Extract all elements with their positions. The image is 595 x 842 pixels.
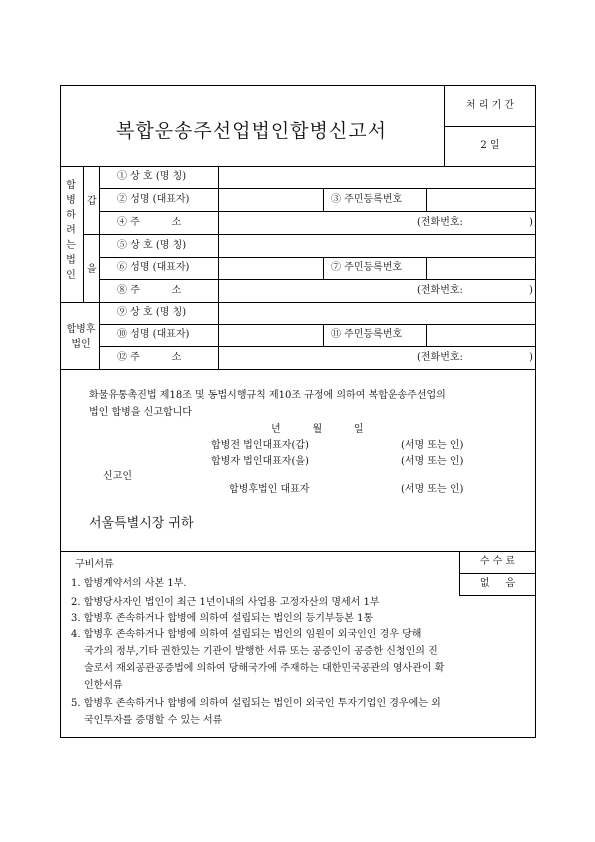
divider	[323, 188, 324, 211]
divider	[99, 346, 536, 347]
signature-mark: (서명 또는 인)	[401, 440, 464, 451]
required-documents-header: 구비서류	[75, 559, 114, 570]
signatory-label: 합병전 법인대표자(갑)	[211, 440, 309, 451]
after-merger-corporation-label: 합병후 법인	[66, 324, 96, 350]
document-item: 인한서류	[84, 680, 123, 691]
declaration-line: 화물유통촉진법 제18조 및 동법시행규칙 제10조 규정에 의하여 복합운송주선업의	[89, 390, 446, 401]
party-b-label: 을	[87, 264, 97, 275]
divider	[426, 257, 427, 279]
phone-close: )	[529, 352, 533, 363]
divider	[99, 211, 536, 212]
reporter-label: 신고인	[103, 471, 132, 482]
fee-label: 수 수 료	[479, 556, 516, 567]
resident-number-label: ⑦ 주민등록번호	[331, 262, 403, 273]
divider	[323, 257, 324, 279]
date-line: 년 월 일	[271, 424, 364, 435]
address-label: ⑫ 주 소	[117, 352, 182, 363]
document-item: 국인투자를 증명할 수 있는 서류	[84, 715, 223, 726]
divider	[426, 324, 427, 346]
address-label: ④ 주 소	[117, 217, 182, 228]
trade-name-label: ① 상 호 (명 칭)	[117, 171, 187, 182]
address-label: ⑧ 주 소	[117, 285, 182, 296]
phone-label: (전화번호:	[417, 352, 463, 363]
party-a-label: 갑	[87, 196, 97, 207]
divider	[444, 126, 536, 127]
document-item: 3. 합병후 존속하거나 합병에 의하여 설립되는 법인의 등기부등본 1통	[71, 613, 374, 624]
divider	[61, 302, 536, 303]
signatory-label: 합병후법인 대표자	[229, 484, 310, 495]
document-item: 5. 합병후 존속하거나 합병에 의하여 설립되는 법인이 외국인 투자기업인 경우에는 외	[71, 698, 441, 709]
divider	[99, 188, 536, 189]
phone-close: )	[529, 285, 533, 296]
divider	[99, 279, 536, 280]
merging-corporations-label: 합병하려는법인	[66, 180, 76, 281]
divider	[61, 369, 536, 370]
representative-label: ⑥ 성명 (대표자)	[117, 262, 190, 273]
resident-number-label: ③ 주민등록번호	[331, 194, 403, 205]
processing-period-value: 2 일	[480, 140, 500, 151]
divider	[99, 324, 536, 325]
report-form	[60, 85, 536, 738]
divider	[459, 573, 536, 574]
divider	[99, 302, 100, 369]
divider	[218, 166, 219, 369]
trade-name-label: ⑨ 상 호 (명 칭)	[117, 307, 187, 318]
divider	[61, 166, 536, 167]
representative-label: ⑩ 성명 (대표자)	[117, 329, 190, 340]
signature-mark: (서명 또는 인)	[401, 484, 464, 495]
fee-value: 없 음	[479, 578, 516, 589]
document-item: 2. 합병당사자인 법인이 최근 1년이내의 사업용 고정자산의 명세서 1부	[71, 597, 380, 608]
signatory-label: 합병자 법인대표자(을)	[211, 456, 309, 467]
phone-label: (전화번호:	[417, 285, 463, 296]
divider	[426, 188, 427, 211]
document-item: 국가의 정부,기타 권한있는 기관이 발행한 서류 또는 공증인이 공증한 신청인의 진	[84, 646, 438, 657]
document-item: 1. 합병계약서의 사본 1부.	[71, 578, 187, 589]
processing-period-label: 처 리 기 간	[465, 100, 515, 111]
addressee: 서울특별시장 귀하	[89, 516, 194, 531]
divider	[83, 234, 536, 235]
divider	[99, 257, 536, 258]
document-item: 4. 합병후 존속하거나 합병에 의하여 설립되는 법인의 임원이 외국인인 경우 당해	[71, 629, 422, 640]
divider	[61, 551, 536, 552]
signature-mark: (서명 또는 인)	[401, 456, 464, 467]
divider	[459, 595, 536, 596]
trade-name-label: ⑤ 상 호 (명 칭)	[117, 240, 187, 251]
divider	[323, 324, 324, 346]
declaration-line: 법인 합병을 신고합니다	[89, 407, 192, 418]
form-title: 복합운송주선업법인합병신고서	[116, 120, 387, 142]
phone-label: (전화번호:	[417, 217, 463, 228]
document-item: 술로서 재외공관공증법에 의하여 당해국가에 주재하는 대한민국공관의 영사관이 확	[84, 663, 445, 674]
resident-number-label: ⑪ 주민등록번호	[331, 329, 403, 340]
representative-label: ② 성명 (대표자)	[117, 194, 190, 205]
phone-close: )	[529, 217, 533, 228]
